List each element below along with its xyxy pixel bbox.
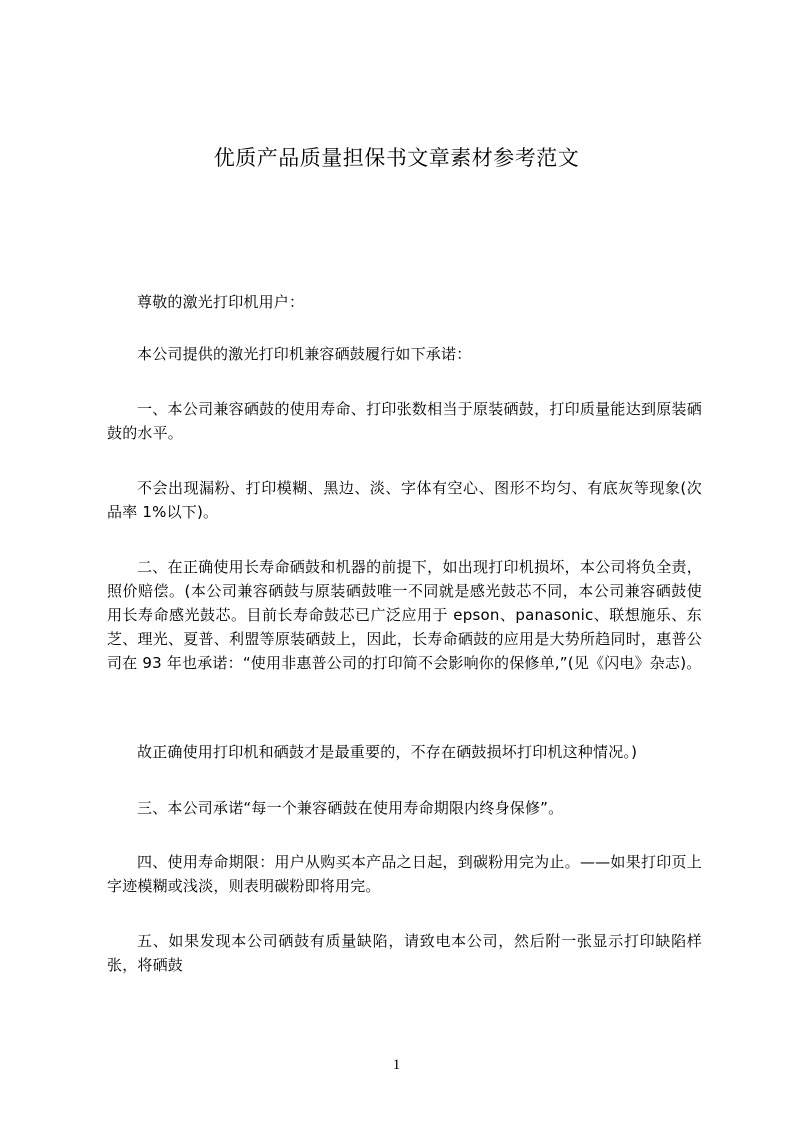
paragraph-intro: 本公司提供的激光打印机兼容硒鼓履行如下承诺： (137, 345, 472, 363)
paragraph-salutation: 尊敬的激光打印机用户： (137, 293, 305, 311)
paragraph-item-4: 四、使用寿命期限：用户从购买本产品之日起，到碳粉用完为止。——如果打印页上字迹模糊或浅淡，则表明碳粉即将用完。 (107, 853, 702, 895)
paragraph-item-2-conclusion: 故正确使用打印机和硒鼓才是最重要的，不存在硒鼓损坏打印机这种情况。) (137, 743, 638, 761)
paragraph-item-1-detail: 不会出现漏粉、打印模糊、黑边、淡、字体有空心、图形不均匀、有底灰等现象(次品率 1%以下)。 (107, 479, 702, 521)
paragraph-item-5: 五、如果发现本公司硒鼓有质量缺陷，请致电本公司，然后附一张显示打印缺陷样张，将硒鼓 (107, 932, 702, 974)
page-number: 1 (392, 1057, 401, 1073)
paragraph-item-3: 三、本公司承诺“每一个兼容硒鼓在使用寿命期限内终身保修”。 (137, 799, 564, 817)
paragraph-item-1: 一、本公司兼容硒鼓的使用寿命、打印张数相当于原装硒鼓，打印质量能达到原装硒鼓的水平。 (107, 400, 702, 442)
document-title: 优质产品质量担保书文章素材参考范文 (213, 146, 580, 170)
paragraph-item-2: 二、在正确使用长寿命硒鼓和机器的前提下，如出现打印机损坏，本公司将负全责，照价赔偿。(本公司兼容硒鼓与原装硒鼓唯一不同就是感光鼓芯不同，本公司兼容硒鼓使用长寿命感光鼓芯。目前长寿命鼓芯已广泛应用于 epson、panasonic、联想施乐、东芝、理光、夏普、利盟等原装硒鼓上，因此，长寿命硒鼓的应用是大势所趋同时，惠普公司在 93 年也承诺：“使用非惠普公司的打印简不会影响你的保修单,”(见《闪电》杂志)。 (107, 558, 702, 672)
